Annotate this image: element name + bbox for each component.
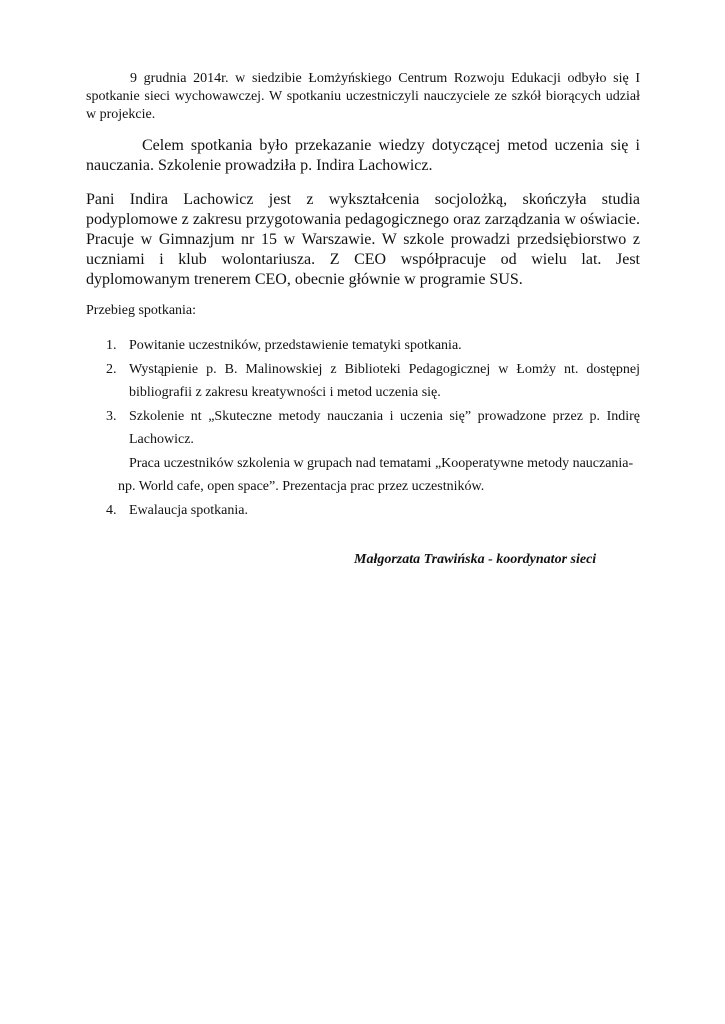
- agenda-item-text: Powitanie uczestników, przedstawienie tematyki spotkania.: [129, 338, 462, 353]
- document-page: [86, 70, 640, 522]
- agenda-item: [86, 358, 640, 405]
- agenda-item-text: Ewalaucja spotkania.: [129, 502, 248, 518]
- agenda-item: [86, 405, 640, 499]
- agenda-item-note: Praca uczestników szkolenia w grupach nad tematami „Kooperatywne metody nauczania-: [129, 455, 634, 471]
- goal-paragraph: Celem spotkania było przekazanie wiedzy dotyczącej metod uczenia się i nauczania. Szkolenie prowadziła p. Indira Lachowicz.: [86, 137, 640, 174]
- trainer-bio-paragraph: Pani Indira Lachowicz jest z wykształcenia socjolożką, skończyła studia podyplomowe z zakresu przygotowania pedagogicznego oraz zarządzania w oświacie. Pracuje w Gimnazjum nr 15 w Warszawie. W szkole prowadzi przedsiębiorstwo z uczniami i klub wolontariusza. Z CEO współpracuje od wielu lat. Jest dyplomowanym trenerem CEO, obecnie głównie w programie SUS.: [86, 191, 640, 288]
- agenda-list: [86, 334, 640, 522]
- agenda-item-number: 4.: [106, 502, 117, 518]
- agenda-item-note: np. World cafe, open space”. Prezentacja prac przez uczestników.: [118, 479, 485, 494]
- intro-paragraph: 9 grudnia 2014r. w siedzibie Łomżyńskiego Centrum Rozwoju Edukacji odbyło się I spotkanie sieci wychowawczej. W spotkaniu uczestniczyli nauczyciele ze szkół biorących udział w projekcie.: [86, 71, 640, 122]
- agenda-item-number: 3.: [106, 408, 117, 424]
- signature: Małgorzata Trawińska - koordynator sieci: [354, 552, 597, 567]
- agenda-item: [86, 499, 640, 523]
- agenda-title: Przebieg spotkania:: [86, 303, 197, 318]
- agenda-item-text: Szkolenie nt „Skuteczne metody nauczania i uczenia się” prowadzone przez p. Indirę Lachowicz.: [129, 408, 640, 447]
- agenda-item-number: 1.: [106, 338, 117, 353]
- agenda-item: [86, 334, 640, 358]
- agenda-item-number: 2.: [106, 361, 117, 377]
- agenda-item-text: Wystąpienie p. B. Malinowskiej z Biblioteki Pedagogicznej w Łomży nt. dostępnej bibliografii z zakresu kreatywności i metod uczenia się.: [129, 361, 640, 400]
